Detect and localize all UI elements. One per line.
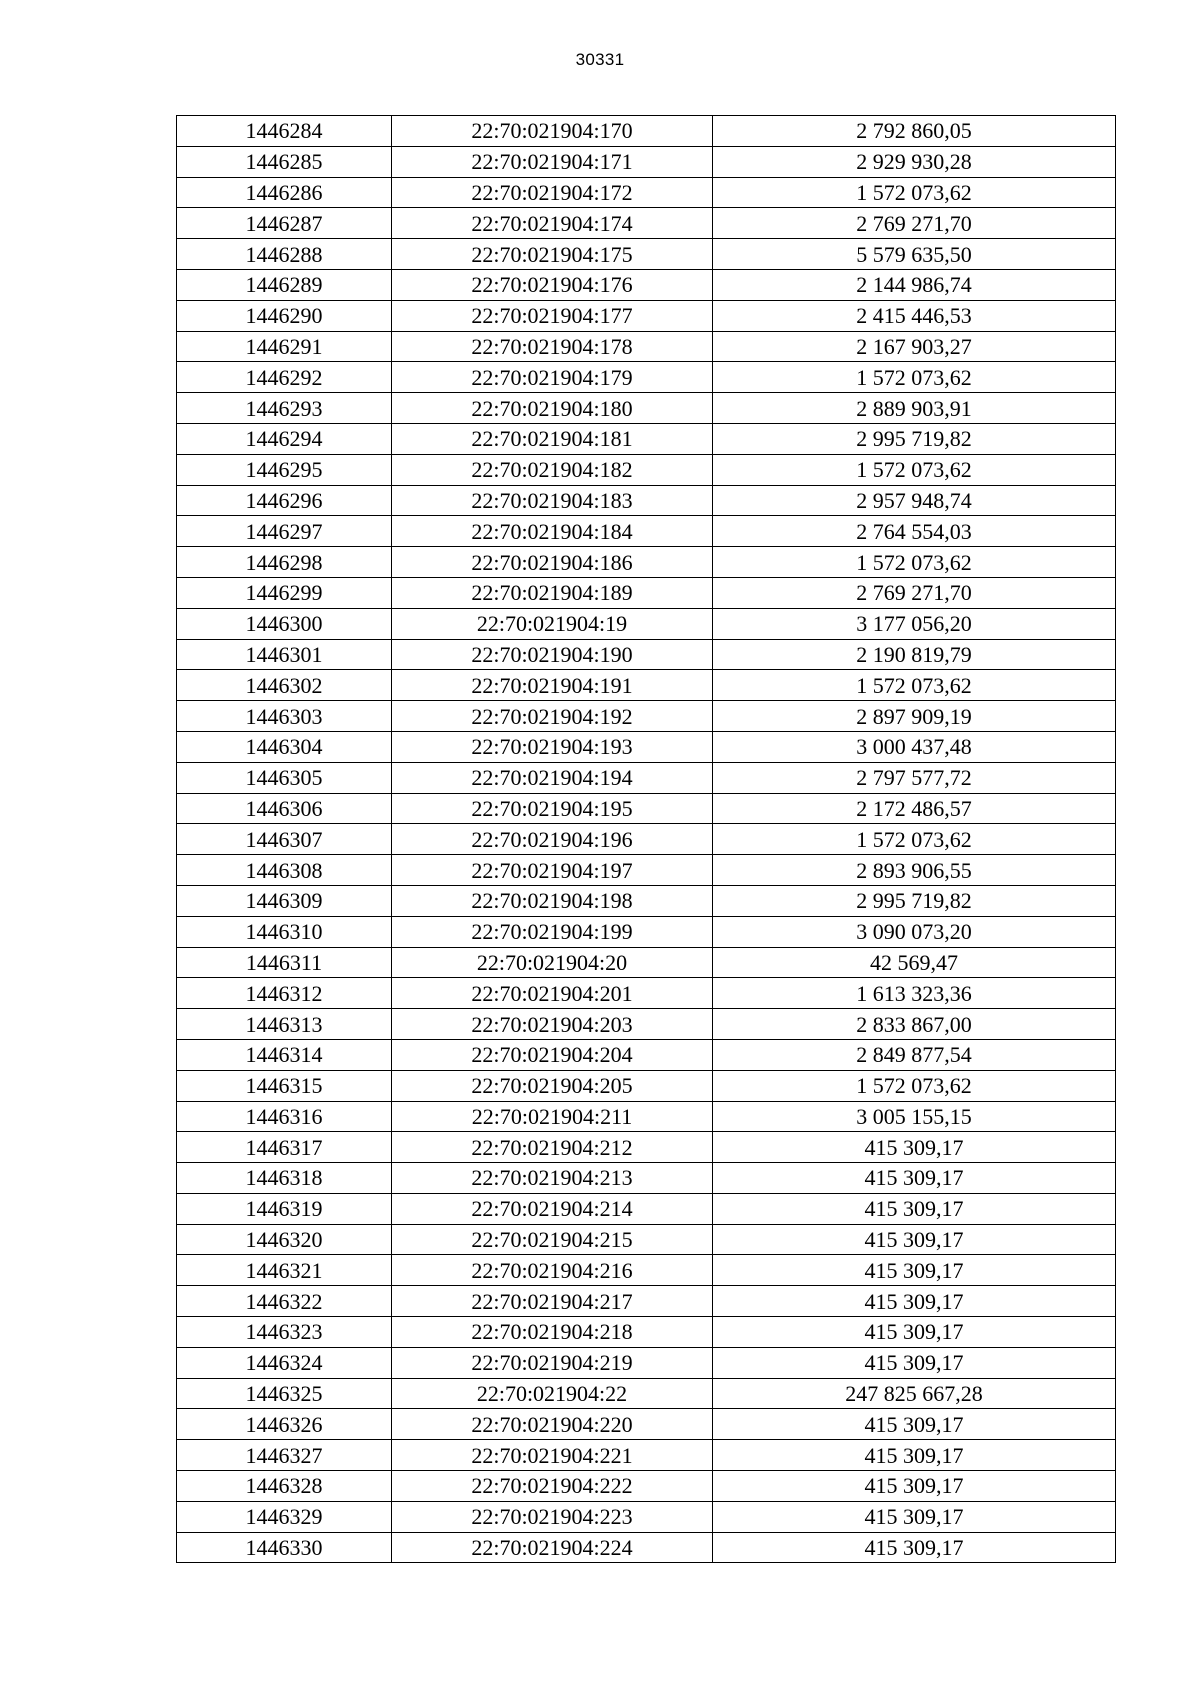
table-row — [177, 1101, 1116, 1132]
cadastral-value-cell: 1 613 323,36 — [713, 978, 1116, 1009]
table-row — [177, 793, 1116, 824]
table-row — [177, 916, 1116, 947]
cadastral-number-cell: 22:70:021904:186 — [392, 547, 713, 578]
table-row — [177, 670, 1116, 701]
cadastral-number-cell: 22:70:021904:174 — [392, 208, 713, 239]
table-row — [177, 1409, 1116, 1440]
cadastral-number-cell: 22:70:021904:197 — [392, 855, 713, 886]
table-row — [177, 1039, 1116, 1070]
cadastral-value-cell: 2 764 554,03 — [713, 516, 1116, 547]
table-row — [177, 116, 1116, 147]
cadastral-value-cell: 415 309,17 — [713, 1193, 1116, 1224]
cadastral-value-cell: 415 309,17 — [713, 1440, 1116, 1471]
row-number-cell: 1446306 — [177, 793, 392, 824]
table-row — [177, 701, 1116, 732]
cadastral-value-cell: 415 309,17 — [713, 1347, 1116, 1378]
row-number-cell: 1446300 — [177, 608, 392, 639]
cadastral-number-cell: 22:70:021904:218 — [392, 1317, 713, 1348]
cadastral-value-cell: 2 897 909,19 — [713, 701, 1116, 732]
cadastral-value-cell: 415 309,17 — [713, 1286, 1116, 1317]
table-row — [177, 885, 1116, 916]
table-row — [177, 639, 1116, 670]
row-number-cell: 1446318 — [177, 1163, 392, 1194]
row-number-cell: 1446286 — [177, 177, 392, 208]
cadastral-number-cell: 22:70:021904:215 — [392, 1224, 713, 1255]
cadastral-value-cell: 2 769 271,70 — [713, 577, 1116, 608]
cadastral-number-cell: 22:70:021904:191 — [392, 670, 713, 701]
row-number-cell: 1446284 — [177, 116, 392, 147]
row-number-cell: 1446303 — [177, 701, 392, 732]
row-number-cell: 1446325 — [177, 1378, 392, 1409]
cadastral-value-cell: 2 415 446,53 — [713, 300, 1116, 331]
table-row — [177, 1009, 1116, 1040]
cadastral-number-cell: 22:70:021904:201 — [392, 978, 713, 1009]
row-number-cell: 1446322 — [177, 1286, 392, 1317]
table-row — [177, 1501, 1116, 1532]
table-row — [177, 608, 1116, 639]
cadastral-value-cell: 2 167 903,27 — [713, 331, 1116, 362]
cadastral-number-cell: 22:70:021904:183 — [392, 485, 713, 516]
table-row — [177, 762, 1116, 793]
cadastral-number-cell: 22:70:021904:179 — [392, 362, 713, 393]
table-row — [177, 978, 1116, 1009]
cadastral-value-table — [176, 115, 1116, 1563]
cadastral-number-cell: 22:70:021904:214 — [392, 1193, 713, 1224]
row-number-cell: 1446290 — [177, 300, 392, 331]
cadastral-number-cell: 22:70:021904:221 — [392, 1440, 713, 1471]
row-number-cell: 1446319 — [177, 1193, 392, 1224]
table-row — [177, 300, 1116, 331]
cadastral-value-cell: 415 309,17 — [713, 1224, 1116, 1255]
table-row — [177, 239, 1116, 270]
cadastral-value-cell: 1 572 073,62 — [713, 177, 1116, 208]
table-row — [177, 1255, 1116, 1286]
table-row — [177, 1378, 1116, 1409]
cadastral-value-cell: 247 825 667,28 — [713, 1378, 1116, 1409]
table-row — [177, 824, 1116, 855]
row-number-cell: 1446326 — [177, 1409, 392, 1440]
cadastral-value-cell: 1 572 073,62 — [713, 670, 1116, 701]
table-row — [177, 577, 1116, 608]
table-row — [177, 516, 1116, 547]
cadastral-number-cell: 22:70:021904:172 — [392, 177, 713, 208]
row-number-cell: 1446302 — [177, 670, 392, 701]
cadastral-value-cell: 2 190 819,79 — [713, 639, 1116, 670]
row-number-cell: 1446301 — [177, 639, 392, 670]
row-number-cell: 1446291 — [177, 331, 392, 362]
cadastral-number-cell: 22:70:021904:223 — [392, 1501, 713, 1532]
cadastral-value-cell: 415 309,17 — [713, 1501, 1116, 1532]
row-number-cell: 1446314 — [177, 1039, 392, 1070]
cadastral-number-cell: 22:70:021904:203 — [392, 1009, 713, 1040]
cadastral-value-cell: 415 309,17 — [713, 1409, 1116, 1440]
cadastral-value-cell: 2 929 930,28 — [713, 146, 1116, 177]
cadastral-number-cell: 22:70:021904:180 — [392, 393, 713, 424]
row-number-cell: 1446305 — [177, 762, 392, 793]
row-number-cell: 1446294 — [177, 423, 392, 454]
row-number-cell: 1446287 — [177, 208, 392, 239]
row-number-cell: 1446310 — [177, 916, 392, 947]
row-number-cell: 1446293 — [177, 393, 392, 424]
cadastral-number-cell: 22:70:021904:220 — [392, 1409, 713, 1440]
table-row — [177, 1163, 1116, 1194]
table-row — [177, 485, 1116, 516]
table-row — [177, 1224, 1116, 1255]
table-row — [177, 146, 1116, 177]
cadastral-value-cell: 3 000 437,48 — [713, 731, 1116, 762]
row-number-cell: 1446285 — [177, 146, 392, 177]
row-number-cell: 1446295 — [177, 454, 392, 485]
table-row — [177, 1532, 1116, 1563]
cadastral-value-cell: 1 572 073,62 — [713, 454, 1116, 485]
cadastral-value-cell: 3 177 056,20 — [713, 608, 1116, 639]
cadastral-number-cell: 22:70:021904:224 — [392, 1532, 713, 1563]
table-row — [177, 269, 1116, 300]
page-number: 30331 — [575, 50, 625, 69]
cadastral-number-cell: 22:70:021904:176 — [392, 269, 713, 300]
cadastral-number-cell: 22:70:021904:19 — [392, 608, 713, 639]
row-number-cell: 1446311 — [177, 947, 392, 978]
cadastral-number-cell: 22:70:021904:170 — [392, 116, 713, 147]
cadastral-value-cell: 415 309,17 — [713, 1317, 1116, 1348]
row-number-cell: 1446298 — [177, 547, 392, 578]
row-number-cell: 1446327 — [177, 1440, 392, 1471]
cadastral-number-cell: 22:70:021904:216 — [392, 1255, 713, 1286]
row-number-cell: 1446323 — [177, 1317, 392, 1348]
table-row — [177, 208, 1116, 239]
cadastral-number-cell: 22:70:021904:194 — [392, 762, 713, 793]
table-row — [177, 362, 1116, 393]
cadastral-number-cell: 22:70:021904:192 — [392, 701, 713, 732]
cadastral-number-cell: 22:70:021904:199 — [392, 916, 713, 947]
cadastral-value-cell: 415 309,17 — [713, 1255, 1116, 1286]
cadastral-number-cell: 22:70:021904:177 — [392, 300, 713, 331]
cadastral-number-cell: 22:70:021904:178 — [392, 331, 713, 362]
cadastral-number-cell: 22:70:021904:175 — [392, 239, 713, 270]
row-number-cell: 1446313 — [177, 1009, 392, 1040]
cadastral-number-cell: 22:70:021904:190 — [392, 639, 713, 670]
table-row — [177, 547, 1116, 578]
row-number-cell: 1446328 — [177, 1471, 392, 1502]
cadastral-value-cell: 415 309,17 — [713, 1132, 1116, 1163]
row-number-cell: 1446309 — [177, 885, 392, 916]
cadastral-value-cell: 2 849 877,54 — [713, 1039, 1116, 1070]
cadastral-number-cell: 22:70:021904:20 — [392, 947, 713, 978]
cadastral-number-cell: 22:70:021904:189 — [392, 577, 713, 608]
table-row — [177, 454, 1116, 485]
table-row — [177, 855, 1116, 886]
table-row — [177, 177, 1116, 208]
row-number-cell: 1446316 — [177, 1101, 392, 1132]
cadastral-value-cell: 2 893 906,55 — [713, 855, 1116, 886]
table-row — [177, 1317, 1116, 1348]
row-number-cell: 1446299 — [177, 577, 392, 608]
cadastral-value-cell: 2 957 948,74 — [713, 485, 1116, 516]
row-number-cell: 1446330 — [177, 1532, 392, 1563]
cadastral-value-cell: 3 005 155,15 — [713, 1101, 1116, 1132]
table-row — [177, 1347, 1116, 1378]
row-number-cell: 1446329 — [177, 1501, 392, 1532]
row-number-cell: 1446296 — [177, 485, 392, 516]
row-number-cell: 1446320 — [177, 1224, 392, 1255]
cadastral-value-cell: 2 792 860,05 — [713, 116, 1116, 147]
cadastral-value-cell: 1 572 073,62 — [713, 362, 1116, 393]
row-number-cell: 1446315 — [177, 1070, 392, 1101]
cadastral-value-cell: 3 090 073,20 — [713, 916, 1116, 947]
table-row — [177, 731, 1116, 762]
table-row — [177, 331, 1116, 362]
cadastral-value-cell: 2 833 867,00 — [713, 1009, 1116, 1040]
cadastral-number-cell: 22:70:021904:171 — [392, 146, 713, 177]
row-number-cell: 1446297 — [177, 516, 392, 547]
cadastral-value-cell: 2 995 719,82 — [713, 423, 1116, 454]
cadastral-value-cell: 2 144 986,74 — [713, 269, 1116, 300]
table-row — [177, 1471, 1116, 1502]
cadastral-number-cell: 22:70:021904:219 — [392, 1347, 713, 1378]
cadastral-value-cell: 415 309,17 — [713, 1532, 1116, 1563]
table-row — [177, 423, 1116, 454]
cadastral-value-cell: 1 572 073,62 — [713, 547, 1116, 578]
cadastral-number-cell: 22:70:021904:213 — [392, 1163, 713, 1194]
cadastral-value-cell: 2 995 719,82 — [713, 885, 1116, 916]
cadastral-value-cell: 2 172 486,57 — [713, 793, 1116, 824]
row-number-cell: 1446292 — [177, 362, 392, 393]
cadastral-value-cell: 415 309,17 — [713, 1471, 1116, 1502]
table-row — [177, 393, 1116, 424]
cadastral-number-cell: 22:70:021904:222 — [392, 1471, 713, 1502]
cadastral-number-cell: 22:70:021904:217 — [392, 1286, 713, 1317]
cadastral-value-cell: 2 769 271,70 — [713, 208, 1116, 239]
cadastral-value-cell: 2 889 903,91 — [713, 393, 1116, 424]
cadastral-value-cell: 2 797 577,72 — [713, 762, 1116, 793]
table-row — [177, 1286, 1116, 1317]
table-body — [177, 116, 1116, 1563]
row-number-cell: 1446288 — [177, 239, 392, 270]
table-row — [177, 1132, 1116, 1163]
table-row — [177, 1070, 1116, 1101]
row-number-cell: 1446324 — [177, 1347, 392, 1378]
cadastral-number-cell: 22:70:021904:182 — [392, 454, 713, 485]
cadastral-value-cell: 1 572 073,62 — [713, 1070, 1116, 1101]
table-row — [177, 1193, 1116, 1224]
row-number-cell: 1446321 — [177, 1255, 392, 1286]
row-number-cell: 1446312 — [177, 978, 392, 1009]
row-number-cell: 1446307 — [177, 824, 392, 855]
cadastral-number-cell: 22:70:021904:196 — [392, 824, 713, 855]
table-row — [177, 947, 1116, 978]
cadastral-value-cell: 42 569,47 — [713, 947, 1116, 978]
cadastral-number-cell: 22:70:021904:205 — [392, 1070, 713, 1101]
cadastral-number-cell: 22:70:021904:211 — [392, 1101, 713, 1132]
cadastral-number-cell: 22:70:021904:195 — [392, 793, 713, 824]
cadastral-number-cell: 22:70:021904:198 — [392, 885, 713, 916]
cadastral-number-cell: 22:70:021904:181 — [392, 423, 713, 454]
cadastral-number-cell: 22:70:021904:204 — [392, 1039, 713, 1070]
row-number-cell: 1446289 — [177, 269, 392, 300]
cadastral-value-cell: 1 572 073,62 — [713, 824, 1116, 855]
cadastral-value-cell: 415 309,17 — [713, 1163, 1116, 1194]
cadastral-number-cell: 22:70:021904:212 — [392, 1132, 713, 1163]
row-number-cell: 1446308 — [177, 855, 392, 886]
row-number-cell: 1446317 — [177, 1132, 392, 1163]
cadastral-number-cell: 22:70:021904:22 — [392, 1378, 713, 1409]
cadastral-number-cell: 22:70:021904:193 — [392, 731, 713, 762]
cadastral-number-cell: 22:70:021904:184 — [392, 516, 713, 547]
cadastral-value-cell: 5 579 635,50 — [713, 239, 1116, 270]
row-number-cell: 1446304 — [177, 731, 392, 762]
table-row — [177, 1440, 1116, 1471]
